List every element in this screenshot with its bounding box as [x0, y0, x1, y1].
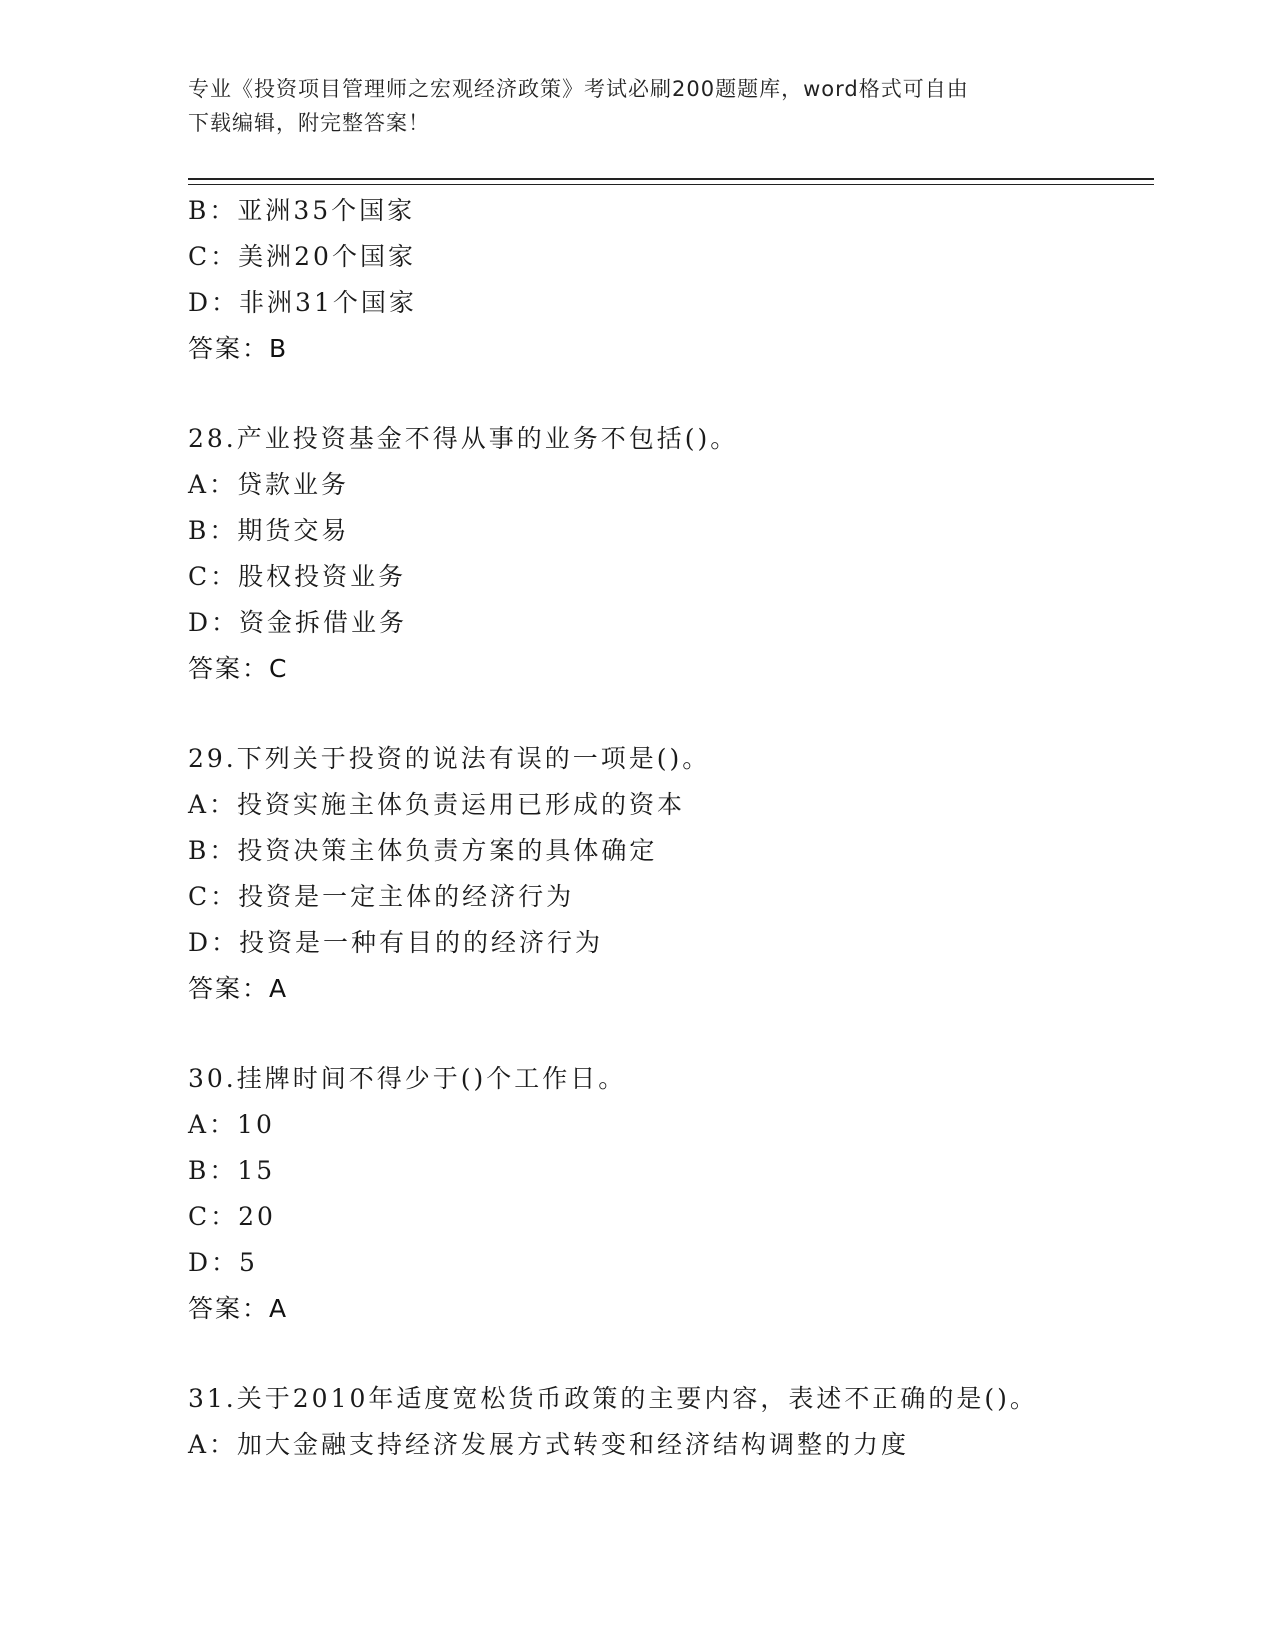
question-stem: 28.产业投资基金不得从事的业务不包括()。: [188, 424, 739, 453]
header-line-1: 专业《投资项目管理师之宏观经济政策》考试必刷200题题库，word格式可自由: [188, 77, 969, 101]
header-divider-thick: [188, 178, 1154, 180]
spacer: [188, 1012, 1154, 1056]
question-stem: 30.挂牌时间不得少于()个工作日。: [188, 1064, 627, 1093]
question-28: [188, 416, 1154, 692]
option-c: C：美洲20个国家: [188, 242, 416, 271]
option-b: B：期货交易: [188, 516, 350, 545]
question-27-continued: [188, 188, 1154, 372]
question-list: [188, 188, 1154, 1468]
question-stem: 29.下列关于投资的说法有误的一项是()。: [188, 744, 711, 773]
question-31: [188, 1376, 1154, 1468]
question-stem: 31.关于2010年适度宽松货币政策的主要内容，表述不正确的是()。: [188, 1384, 1038, 1413]
option-d: D：非洲31个国家: [188, 288, 417, 317]
answer-line: 答案：A: [188, 1294, 289, 1323]
document-header: [188, 72, 1068, 140]
option-a: A：加大金融支持经济发展方式转变和经济结构调整的力度: [188, 1430, 910, 1459]
answer-line: 答案：B: [188, 334, 289, 363]
header-divider-thin: [188, 184, 1154, 185]
option-b: B：投资决策主体负责方案的具体确定: [188, 836, 658, 865]
option-c: C：20: [188, 1202, 276, 1231]
option-d: D：投资是一种有目的的经济行为: [188, 928, 604, 957]
header-line-2: 下载编辑，附完整答案！: [188, 111, 430, 135]
option-c: C：投资是一定主体的经济行为: [188, 882, 575, 911]
option-d: D：5: [188, 1248, 258, 1277]
answer-line: 答案：C: [188, 654, 289, 683]
spacer: [188, 372, 1154, 416]
question-29: [188, 736, 1154, 1012]
option-c: C：股权投资业务: [188, 562, 407, 591]
option-a: A：10: [188, 1110, 275, 1139]
option-a: A：投资实施主体负责运用已形成的资本: [188, 790, 686, 819]
question-30: [188, 1056, 1154, 1332]
option-d: D：资金拆借业务: [188, 608, 408, 637]
option-b: B：15: [188, 1156, 276, 1185]
spacer: [188, 1332, 1154, 1376]
spacer: [188, 692, 1154, 736]
option-b: B：亚洲35个国家: [188, 196, 416, 225]
option-a: A：贷款业务: [188, 470, 350, 499]
answer-line: 答案：A: [188, 974, 289, 1003]
